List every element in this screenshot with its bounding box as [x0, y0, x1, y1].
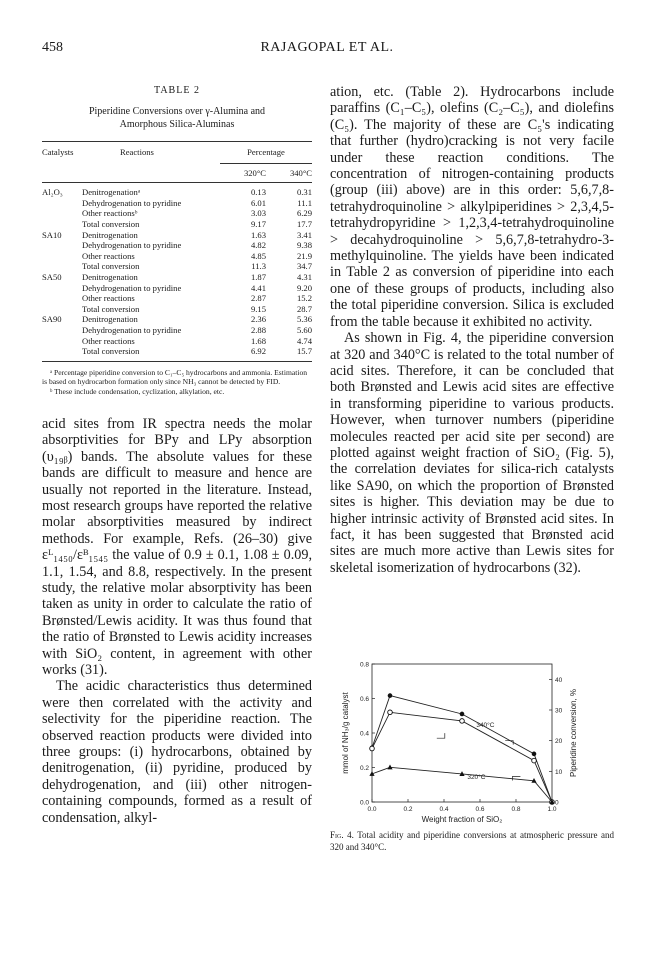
page-header [42, 40, 612, 60]
cell-reaction: Total conversion [82, 261, 140, 272]
left-paragraph-2: The acidic characteristics thus determined were then correlated with the activity and selectivity for the piperidine reaction. The observed reaction products were divided into three groups: (i) hydrocarbons, obtained by denitrogenation, (ii) pyridine, produced by dehydrogenation, and (iii) other nitrogen-containing compounds, formed as a result of condensation, alkyl- [42, 678, 312, 826]
x-tick-label: 0.4 [439, 806, 449, 813]
footnote-b: ᵇ These include condensation, cyclization, alkylation, etc. [50, 386, 225, 396]
cell-catalyst [42, 219, 82, 230]
footnote-a: ᵃ Percentage piperidine conversion to C₁–C₅ hydrocarbons and ammonia. Estimation is based on hydrocarbon formation only since NH₃ cannot be detected by FID. [42, 367, 308, 387]
y-tick-label: 0.6 [359, 696, 369, 703]
x-tick-label: 0.6 [475, 806, 485, 813]
cell-reaction: Dehydrogenation to pyridine [82, 324, 182, 335]
cell-320: 11.3 [251, 261, 266, 272]
cell-catalyst [42, 336, 82, 347]
cell-reaction: Dehydrogenation to pyridine [82, 240, 182, 251]
y-tick-label: 0.8 [359, 661, 369, 669]
cell-340: 0.31 [296, 187, 312, 198]
cell-reaction: Denitrogenation [82, 314, 138, 325]
col-header-340: 340°C [266, 163, 312, 183]
x-tick-label: 1.0 [547, 806, 557, 813]
x-tick-label: 0.8 [511, 806, 521, 813]
cell-340: 15.7 [266, 346, 312, 361]
cell-340: 5.36 [296, 314, 312, 325]
cell-320: 9.15 [250, 303, 266, 314]
cell-320: 2.36 [250, 314, 266, 325]
y2-tick-label: 10 [555, 768, 563, 776]
x-axis-label: Weight fraction of SiO₂ [421, 815, 503, 824]
page-number: 458 [42, 40, 63, 55]
cell-reaction: Denitrogenation [82, 271, 138, 282]
y-tick-label: 0.0 [359, 799, 369, 807]
y-tick-label: 0.2 [359, 765, 369, 772]
cell-320: 4.85 [250, 250, 266, 261]
table-row [42, 283, 312, 294]
cell-reaction: Total conversion [82, 346, 220, 361]
table-row [42, 208, 312, 219]
cell-reaction: Total conversion [82, 218, 140, 229]
y2-tick-label: 40 [555, 676, 563, 684]
table-footnotes [42, 368, 312, 396]
figure-caption [330, 830, 614, 853]
data-point [460, 712, 465, 717]
figure-caption-text: Total acidity and piperidine conversions at atmospheric pressure and 320 and 340°C. [330, 830, 614, 852]
table-row [42, 251, 312, 262]
table-row [42, 314, 312, 325]
x-tick-label: 0.0 [367, 806, 377, 813]
cell-catalyst: SA50 [42, 271, 62, 282]
cell-reaction: Other reactionsᵇ [82, 208, 138, 219]
y2-tick-label: 0 [555, 799, 559, 807]
cell-reaction: Denitrogenation [82, 229, 138, 240]
series-1-line [372, 712, 552, 802]
cell-320: 6.01 [250, 197, 266, 208]
table-title-line1: Piperidine Conversions over γ-Alumina and [88, 106, 266, 117]
cell-340: 21.9 [296, 250, 312, 261]
cell-catalyst [42, 346, 82, 361]
cell-340: 15.2 [296, 293, 312, 304]
y-tick-label: 0.4 [359, 730, 369, 738]
table-row [42, 240, 312, 251]
cell-340: 9.38 [296, 240, 312, 251]
cell-catalyst: Al₂O₃ [42, 187, 63, 198]
y2-tick-label: 30 [555, 707, 563, 715]
series-0-line [372, 696, 552, 802]
cell-320: 6.92 [220, 346, 266, 361]
cell-reaction: Dehydrogenation to pyridine [82, 197, 182, 208]
running-title: RAJAGOPAL ET AL. [260, 40, 394, 55]
cell-reaction: Other reactions [82, 293, 135, 304]
data-point [388, 710, 393, 715]
cell-catalyst [42, 208, 82, 219]
cell-catalyst [42, 261, 82, 272]
table-row [42, 346, 312, 361]
y-axis-label: mmol of NH₃/g catalyst [341, 692, 350, 774]
table-row [42, 198, 312, 209]
cell-320: 4.82 [250, 240, 266, 251]
cell-320: 9.17 [250, 218, 266, 229]
cell-catalyst [42, 283, 82, 294]
cell-320: 3.03 [250, 208, 266, 219]
table-title-line2: Amorphous Silica-Aluminas [119, 119, 235, 130]
cell-catalyst [42, 198, 82, 209]
cell-reaction: Denitrogenationᵃ [82, 187, 141, 198]
col-header-percentage: Percentage [220, 142, 312, 164]
annotation-340: 340°C [476, 721, 495, 729]
figure-caption-label: Fig. 4. [330, 830, 354, 840]
cell-320: 1.63 [250, 229, 266, 240]
cell-catalyst: SA10 [42, 229, 62, 240]
cell-340: 5.60 [296, 324, 312, 335]
cell-340: 34.7 [296, 261, 312, 272]
table-label: TABLE 2 [154, 85, 200, 96]
cell-reaction: Other reactions [82, 335, 135, 346]
cell-reaction: Total conversion [82, 303, 140, 314]
cell-catalyst [42, 325, 82, 336]
data-point [532, 758, 537, 763]
col-header-catalysts: Catalysts [42, 142, 82, 164]
table-row [42, 325, 312, 336]
cell-340: 4.31 [296, 271, 312, 282]
table-caption [42, 84, 312, 131]
left-paragraph-1: acid sites from IR spectra needs the molar absorptivities for BPy and LPy absorption (υ₁₉ᵦ) bands. The absolute values for these bands are difficult to measure and hence are usually not reported in the literature. Instead, most research groups have reported the relative molar absorptivities measured by indirect methods. For example, Refs. (26–30) give εᴸ₁₄₅₀/εᴮ₁₅₄₅ the value of 0.9 ± 0.1, 1.08 ± 0.09, 1.1, 1.54, and 8.8, respectively. In the present study, the relative molar absorptivity has been taken as unity in order to calculate the ratio of Brønsted/Lewis acidity. It was thus found that the ratio of Brønsted to Lewis acidity increases with SiO₂ content, in agreement with other works (31). [42, 415, 312, 678]
cell-catalyst: SA90 [42, 314, 62, 325]
data-point [460, 719, 465, 724]
cell-320: 2.88 [250, 324, 266, 335]
table-row [42, 304, 312, 315]
cell-340: 6.29 [296, 208, 312, 219]
annotation-320: 320°C [467, 774, 486, 781]
table-row [42, 272, 312, 283]
left-column [42, 84, 312, 826]
table-row [42, 219, 312, 230]
cell-340: 28.7 [296, 303, 312, 314]
cell-340: 4.74 [296, 335, 312, 346]
cell-340: 9.20 [296, 282, 312, 293]
table-row [42, 261, 312, 272]
cell-catalyst [42, 293, 82, 304]
right-paragraph-1: ation, etc. (Table 2). Hydrocarbons include paraffins (C₁–C₅), olefins (C₂–C₅), and diolefins (C₅). The majority of these are C₅'s indicating that further (hydro)cracking is not very facile under these reaction conditions. The concentration of nitrogen-containing products (group (iii) above) are in this order: 5,6,7,8-tetrahydroquinoline > alkylpiperidines > 2,3,4,5-tetrahydropyridine > 1,2,3,4-tetrahydroquinoline > decahydroquinoline > 5,6,7,8-tetrahydro-3-methylquinoline. The yields have been indicated in Table 2 as conversion of piperidine into each one of these groups of products, including also the total piperidine conversion. Silica is excluded from the table because it exhibited no activity. [330, 84, 614, 330]
data-point [388, 693, 393, 698]
figure-4-chart [330, 650, 614, 825]
table-body [42, 183, 312, 362]
cell-catalyst [42, 251, 82, 262]
cell-320: 4.41 [250, 282, 266, 293]
right-paragraph-2: As shown in Fig. 4, the piperidine conversion at 320 and 340°C is related to the total number of acid sites. Therefore, it can be concluded that both Brønsted and Lewis acid sites are effective in transforming piperidine to various products. However, when turnover numbers (piperidine molecules reacted per acid site per second) are plotted against weight fraction of SiO₂ (Fig. 5), the correlation deviates for silica-rich catalysts like SA90, on which the proportion of Brønsted sites is higher. This deviation may be due to higher intrinsic activity of Brønsted acid sites. In fact, it has been suggested that Brønsted acid sites are much more active than Lewis sites for skeletal isomerization of hydrocarbons (32). [330, 330, 614, 576]
y2-tick-label: 20 [555, 738, 563, 746]
table-2 [42, 141, 312, 362]
table-row [42, 336, 312, 347]
plot-frame [372, 664, 552, 802]
table-row [42, 230, 312, 241]
cell-catalyst [42, 304, 82, 315]
cell-340: 11.1 [297, 197, 312, 208]
cell-catalyst [42, 240, 82, 251]
right-column [330, 84, 614, 576]
cell-340: 17.7 [296, 218, 312, 229]
data-point [370, 746, 375, 751]
cell-reaction: Dehydrogenation to pyridine [82, 282, 182, 293]
figure-4 [330, 650, 614, 850]
data-point [532, 752, 537, 757]
cell-320: 1.87 [250, 271, 266, 282]
table-row [42, 183, 312, 198]
cell-reaction: Other reactions [82, 250, 135, 261]
col-header-320: 320°C [220, 163, 266, 183]
col-header-reactions: Reactions [82, 142, 220, 164]
arrow-left-axis [437, 733, 445, 738]
cell-320: 1.68 [250, 335, 266, 346]
cell-340: 3.41 [296, 229, 312, 240]
y2-axis-label: Piperidine conversion, % [569, 688, 578, 778]
cell-320: 2.87 [250, 293, 266, 304]
cell-320: 0.13 [250, 187, 266, 198]
data-point [387, 765, 392, 770]
table-row [42, 293, 312, 304]
x-tick-label: 0.2 [403, 806, 413, 813]
